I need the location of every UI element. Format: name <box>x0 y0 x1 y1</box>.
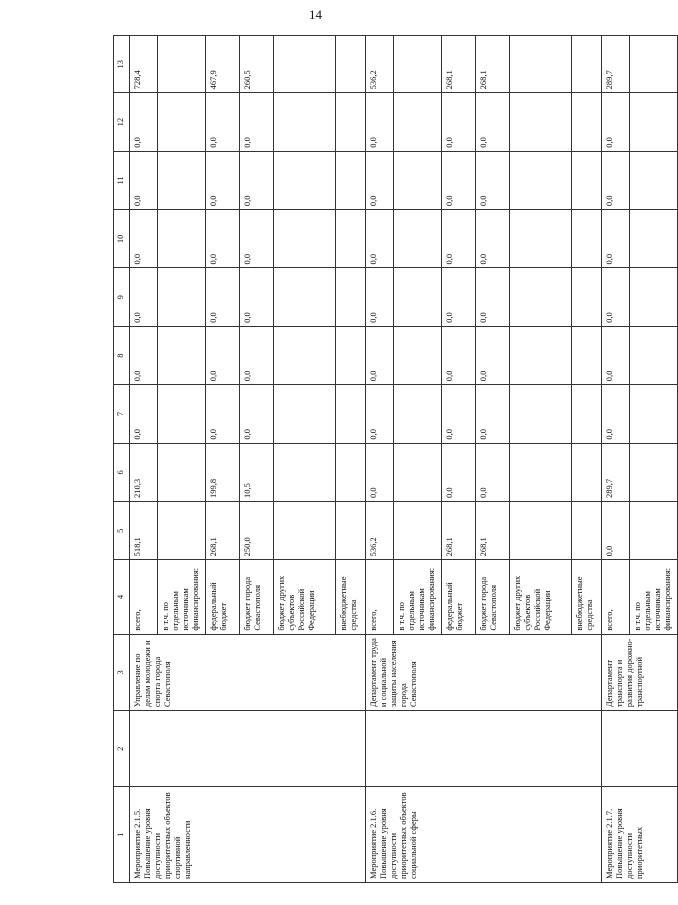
value-cell: 518,1 <box>130 502 158 560</box>
column-number: 2 <box>114 711 130 787</box>
value-cell: 0,0 <box>366 151 394 209</box>
value-cell: 268,1 <box>206 502 240 560</box>
value-cell: 0,0 <box>602 502 630 560</box>
value-cell: 210,3 <box>130 443 158 501</box>
value-cell: 0,0 <box>442 443 476 501</box>
value-cell: 0,0 <box>476 151 510 209</box>
value-cell <box>510 93 572 151</box>
column-number: 5 <box>114 502 130 560</box>
value-cell: 0,0 <box>130 385 158 443</box>
value-cell: 0,0 <box>366 385 394 443</box>
value-cell <box>630 385 678 443</box>
value-cell <box>394 210 442 268</box>
value-cell <box>274 151 336 209</box>
value-cell <box>336 443 366 501</box>
value-cell <box>394 151 442 209</box>
executor-cell: Департамент транспорта и развития дорожно-транспортной <box>602 634 678 710</box>
value-cell <box>336 326 366 384</box>
value-cell <box>394 443 442 501</box>
value-cell: 0,0 <box>206 385 240 443</box>
value-cell: 268,1 <box>442 36 476 93</box>
funding-source-cell: в т.ч. по отдельным источникам финансирования: <box>630 560 678 634</box>
value-cell: 0,0 <box>476 443 510 501</box>
value-cell <box>630 36 678 93</box>
value-cell: 536,2 <box>366 502 394 560</box>
funding-source-cell: бюджет города Севастополя <box>240 560 274 634</box>
value-cell: 250,0 <box>240 502 274 560</box>
value-cell: 0,0 <box>476 93 510 151</box>
value-cell <box>158 268 206 326</box>
column-number: 8 <box>114 326 130 384</box>
value-cell <box>630 93 678 151</box>
column-number: 3 <box>114 634 130 710</box>
rotated-table-container <box>113 35 672 883</box>
executor-cell: Департамент труда и социальной защиты населения города Севастополя <box>366 634 602 710</box>
value-cell: 0,0 <box>476 326 510 384</box>
value-cell: 0,0 <box>602 93 630 151</box>
value-cell <box>274 268 336 326</box>
value-cell <box>510 326 572 384</box>
value-cell: 0,0 <box>240 385 274 443</box>
value-cell <box>274 93 336 151</box>
value-cell <box>158 502 206 560</box>
value-cell <box>158 210 206 268</box>
value-cell <box>336 385 366 443</box>
funding-source-cell: внебюджетные средства <box>572 560 602 634</box>
value-cell <box>630 326 678 384</box>
value-cell <box>572 93 602 151</box>
page-number: 14 <box>309 7 322 22</box>
value-cell: 467,9 <box>206 36 240 93</box>
value-cell <box>336 93 366 151</box>
value-cell <box>158 326 206 384</box>
column-number: 7 <box>114 385 130 443</box>
col2-cell <box>366 711 602 787</box>
value-cell: 0,0 <box>602 210 630 268</box>
value-cell <box>158 36 206 93</box>
value-cell <box>158 151 206 209</box>
value-cell <box>510 210 572 268</box>
value-cell <box>510 502 572 560</box>
value-cell <box>336 210 366 268</box>
funding-source-cell: федеральный бюджет <box>442 560 476 634</box>
value-cell: 0,0 <box>476 385 510 443</box>
value-cell <box>394 268 442 326</box>
value-cell <box>510 36 572 93</box>
value-cell: 0,0 <box>366 93 394 151</box>
value-cell <box>274 326 336 384</box>
value-cell <box>630 210 678 268</box>
value-cell: 0,0 <box>442 268 476 326</box>
value-cell <box>630 443 678 501</box>
value-cell <box>158 443 206 501</box>
value-cell: 0,0 <box>366 268 394 326</box>
table-row <box>130 36 158 883</box>
value-cell <box>510 268 572 326</box>
column-number: 12 <box>114 93 130 151</box>
value-cell: 536,2 <box>366 36 394 93</box>
value-cell: 0,0 <box>206 326 240 384</box>
column-number: 1 <box>114 787 130 883</box>
value-cell: 268,1 <box>476 502 510 560</box>
value-cell: 0,0 <box>206 151 240 209</box>
value-cell <box>394 36 442 93</box>
value-cell: 0,0 <box>442 93 476 151</box>
value-cell <box>394 93 442 151</box>
value-cell <box>336 151 366 209</box>
value-cell: 0,0 <box>206 93 240 151</box>
column-number-row <box>114 36 130 883</box>
activity-cell: Мероприятие 2.1.6. Повышение уровня доступности приоритетных объектов социальной сферы <box>366 787 602 883</box>
value-cell: 0,0 <box>602 151 630 209</box>
value-cell: 199,8 <box>206 443 240 501</box>
funding-source-cell: бюджет других субъектов Российской Федерации <box>274 560 336 634</box>
value-cell: 0,0 <box>130 268 158 326</box>
value-cell <box>274 210 336 268</box>
column-number: 11 <box>114 151 130 209</box>
value-cell <box>572 210 602 268</box>
value-cell <box>394 385 442 443</box>
activity-cell: Мероприятие 2.1.7. Повышение уровня доступности приоритетных <box>602 787 678 883</box>
funding-source-cell: всего, <box>366 560 394 634</box>
value-cell <box>274 443 336 501</box>
value-cell: 289,7 <box>602 443 630 501</box>
executor-cell: Управление по делам молодежи и спорта города Севастополя <box>130 634 366 710</box>
value-cell <box>630 151 678 209</box>
table-row <box>602 36 630 883</box>
value-cell <box>510 151 572 209</box>
table-body <box>130 36 678 883</box>
funding-source-cell: бюджет города Севастополя <box>476 560 510 634</box>
value-cell <box>336 36 366 93</box>
value-cell: 728,4 <box>130 36 158 93</box>
column-number: 10 <box>114 210 130 268</box>
value-cell <box>572 443 602 501</box>
value-cell <box>572 268 602 326</box>
value-cell: 0,0 <box>240 210 274 268</box>
value-cell: 268,1 <box>442 502 476 560</box>
column-number: 4 <box>114 560 130 634</box>
column-number: 6 <box>114 443 130 501</box>
value-cell: 260,5 <box>240 36 274 93</box>
funding-source-cell: федеральный бюджет <box>206 560 240 634</box>
value-cell <box>158 385 206 443</box>
value-cell: 0,0 <box>442 151 476 209</box>
value-cell: 0,0 <box>602 385 630 443</box>
value-cell: 0,0 <box>476 210 510 268</box>
value-cell: 0,0 <box>130 93 158 151</box>
funding-source-cell: всего, <box>130 560 158 634</box>
value-cell <box>510 385 572 443</box>
value-cell <box>336 268 366 326</box>
value-cell <box>274 502 336 560</box>
column-number: 9 <box>114 268 130 326</box>
activity-cell: Мероприятие 2.1.5. Повышение уровня доступности приоритетных объектов спортивной направленности <box>130 787 366 883</box>
value-cell <box>630 268 678 326</box>
value-cell: 0,0 <box>442 326 476 384</box>
value-cell: 0,0 <box>240 268 274 326</box>
col2-cell <box>602 711 678 787</box>
value-cell <box>510 443 572 501</box>
funding-source-cell: внебюджетные средства <box>336 560 366 634</box>
value-cell: 0,0 <box>442 385 476 443</box>
value-cell: 0,0 <box>130 326 158 384</box>
value-cell: 0,0 <box>206 210 240 268</box>
funding-source-cell: всего, <box>602 560 630 634</box>
value-cell <box>572 36 602 93</box>
col2-cell <box>130 711 366 787</box>
value-cell: 0,0 <box>476 268 510 326</box>
value-cell <box>336 502 366 560</box>
value-cell <box>274 36 336 93</box>
value-cell: 0,0 <box>240 326 274 384</box>
table-row <box>366 36 394 883</box>
value-cell: 268,1 <box>476 36 510 93</box>
funding-source-cell: в т.ч. по отдельным источникам финансирования: <box>158 560 206 634</box>
value-cell <box>394 502 442 560</box>
value-cell: 0,0 <box>602 326 630 384</box>
value-cell <box>572 151 602 209</box>
value-cell: 0,0 <box>602 268 630 326</box>
value-cell <box>572 385 602 443</box>
value-cell <box>158 93 206 151</box>
value-cell: 0,0 <box>206 268 240 326</box>
value-cell <box>394 326 442 384</box>
value-cell: 0,0 <box>366 326 394 384</box>
value-cell <box>630 502 678 560</box>
value-cell: 10,5 <box>240 443 274 501</box>
financing-table <box>113 35 678 883</box>
value-cell <box>274 385 336 443</box>
value-cell <box>572 326 602 384</box>
value-cell: 289,7 <box>602 36 630 93</box>
value-cell: 0,0 <box>240 151 274 209</box>
value-cell: 0,0 <box>366 443 394 501</box>
value-cell: 0,0 <box>366 210 394 268</box>
funding-source-cell: в т.ч. по отдельным источникам финансирования: <box>394 560 442 634</box>
value-cell: 0,0 <box>442 210 476 268</box>
value-cell: 0,0 <box>130 151 158 209</box>
value-cell: 0,0 <box>240 93 274 151</box>
funding-source-cell: бюджет других субъектов Российской Федерации <box>510 560 572 634</box>
value-cell: 0,0 <box>130 210 158 268</box>
column-number: 13 <box>114 36 130 93</box>
value-cell <box>572 502 602 560</box>
